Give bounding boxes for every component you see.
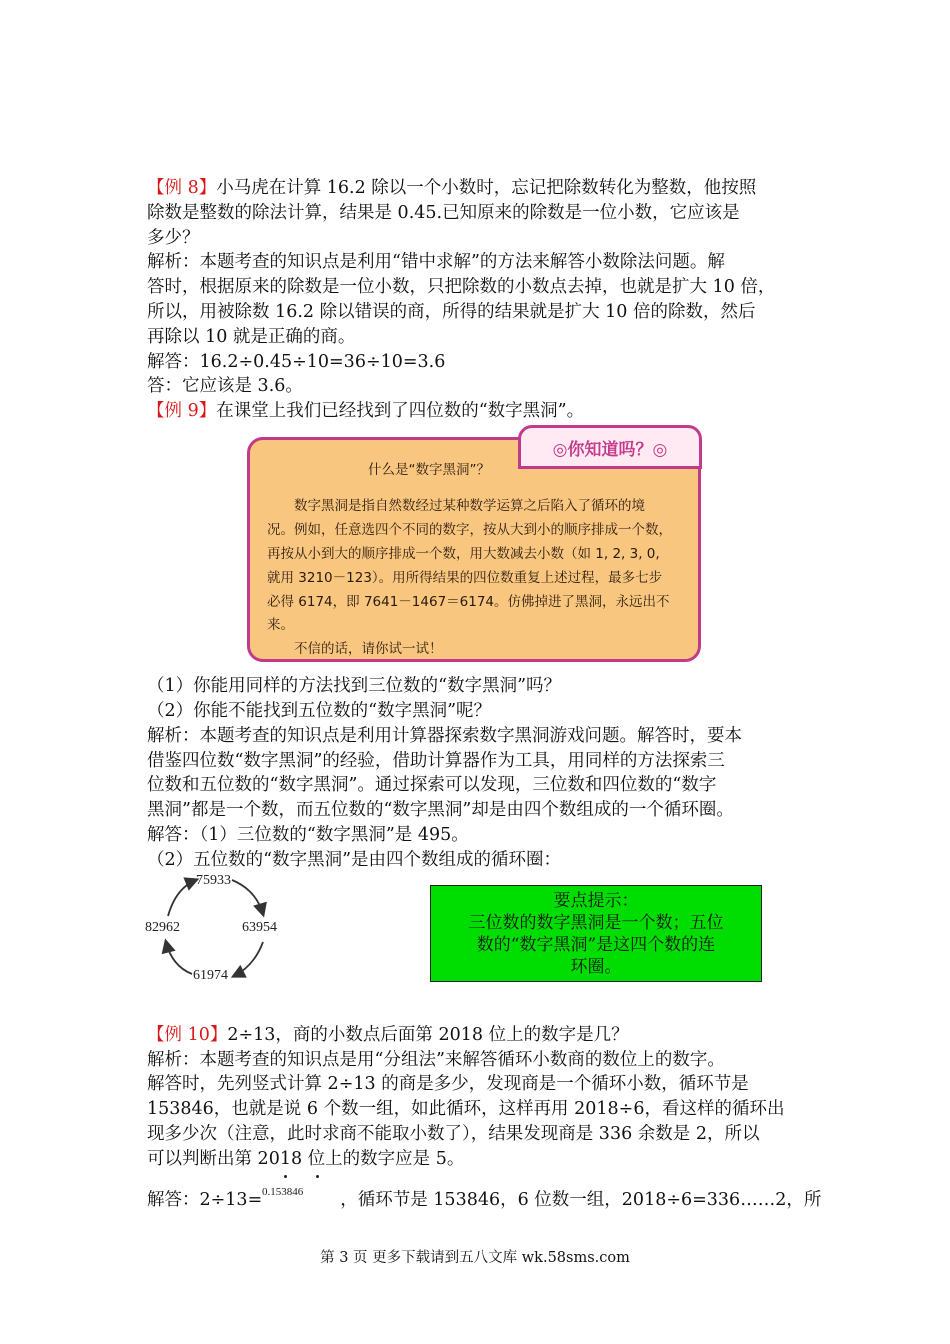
- ex8-final: 答：它应该是 3.6。: [147, 376, 303, 396]
- ex10-question: 2÷13，商的小数点后面第 2018 位上的数字是几？: [227, 1025, 629, 1045]
- ex9-label: 【例 9】: [147, 401, 217, 421]
- cycle-node-left: 82962: [145, 920, 180, 935]
- cycle-node-bottom: 61974: [193, 968, 228, 983]
- infobox-line-6: 来。: [267, 617, 294, 633]
- ex10-analysis-1: 解析：本题考查的知识点是用“分组法”来解答循环小数商的数位上的数字。: [147, 1050, 725, 1070]
- ex10-answer-prefix: 解答：2÷13=: [147, 1190, 263, 1210]
- key-tip-line-1: 三位数的数字黑洞是一个数；五位: [468, 913, 724, 933]
- cycle-arrow-1: [232, 880, 263, 914]
- ex9-analysis-3: 位数和五位数的“数字黑洞”。通过探索可以发现，三位数和四位数的“数字: [147, 775, 717, 795]
- ex9-analysis-1: 解析：本题考查的知识点是利用计算器探索数字黑洞游戏问题。解答时，要本: [147, 726, 742, 746]
- recurring-decimal: 0.153846: [262, 1186, 304, 1198]
- ex8-label: 【例 8】: [147, 178, 217, 198]
- ex9-q2: （2）你能不能找到五位数的“数字黑洞”呢？: [147, 701, 492, 721]
- ex10-label: 【例 10】: [147, 1025, 228, 1045]
- did-you-know-tab: ◎你知道吗？◎: [518, 425, 702, 469]
- infobox-line-1: 数字黑洞是指自然数经过某种数学运算之后陷入了循环的境: [294, 498, 645, 514]
- ex8-line-1: [147, 176, 756, 200]
- ex10-analysis-3: 153846，也就是说 6 个数一组，如此循环，这样再用 2018÷6，看这样的循环出: [147, 1099, 785, 1119]
- cycle-arrow-3: [166, 942, 192, 974]
- infobox-line-3: 再按从小到大的顺序排成一个数，用大数减去小数（如 1, 2, 3, 0,: [267, 546, 660, 562]
- recurring-dot-start: [284, 1175, 287, 1178]
- key-tip-title: 要点提示：: [553, 891, 639, 911]
- ex9-intro: 在课堂上我们已经找到了四位数的“数字黑洞”。: [216, 401, 585, 421]
- infobox-line-5: 必得 6174，即 7641－1467＝6174。仿佛掉进了黑洞，永远出不: [267, 594, 670, 610]
- infobox-line-2: 况。例如，任意选四个不同的数字，按从大到小的顺序排成一个数，: [267, 522, 672, 538]
- ex10-answer: [147, 1188, 821, 1212]
- cycle-node-right: 63954: [242, 920, 277, 935]
- ex8-line-4: 解析：本题考查的知识点是利用“错中求解”的方法来解答小数除法问题。解: [147, 252, 725, 272]
- cycle-arrow-4: [168, 880, 196, 916]
- key-tip-line-2: 数的“数字黑洞”是这四个数的连: [476, 935, 716, 955]
- ex10-analysis-5: 可以判断出第 2018 位上的数字应是 5。: [147, 1149, 465, 1169]
- ex8-line-7: 再除以 10 就是正确的商。: [147, 327, 356, 347]
- ex9-answer-1: 解答：（1）三位数的“数字黑洞”是 495。: [147, 825, 469, 845]
- ex8-answer: 解答：16.2÷0.45÷10=36÷10=3.6: [147, 352, 446, 372]
- ex8-line-2: 除数是整数的除法计算，结果是 0.45.已知原来的除数是一位小数，它应该是: [147, 203, 740, 223]
- ex8-line-3: 多少？: [147, 228, 200, 248]
- ex8-line-6: 所以，用被除数 16.2 除以错误的商，所得的结果就是扩大 10 倍的除数，然后: [147, 302, 756, 322]
- infobox-line-7: 不信的话，请你试一试！: [294, 641, 443, 657]
- ex10-analysis-2: 解答时，先列竖式计算 2÷13 的商是多少，发现商是一个循环小数，循环节是: [147, 1074, 749, 1094]
- ex9-q1: （1）你能用同样的方法找到三位数的“数字黑洞”吗？: [147, 676, 562, 696]
- key-tip-line-3: 环圈。: [570, 957, 622, 977]
- key-tip-box: [430, 885, 762, 982]
- page-footer: 第 3 页 更多下载请到五八文库 wk.58sms.com: [320, 1250, 630, 1266]
- cycle-node-top: 75933: [196, 873, 231, 888]
- ex9-line-1: [147, 399, 584, 423]
- ex8-line-5: 答时，根据原来的除数是一位小数，只把除数的小数点去掉，也就是扩大 10 倍，: [147, 277, 776, 297]
- ex10-answer-suffix: ，循环节是 153846，6 位数一组，2018÷6=336……2，所: [340, 1190, 822, 1210]
- recurring-dot-end: [316, 1175, 319, 1178]
- ex8-text: 小马虎在计算 16.2 除以一个小数时，忘记把除数转化为整数，他按照: [216, 178, 757, 198]
- ex10-line-1: [147, 1023, 629, 1047]
- cycle-arrow-2: [234, 942, 263, 976]
- infobox-line-4: 就用 3210－123）。用所得结果的四位数重复上述过程，最多七步: [267, 570, 663, 586]
- infobox-heading: 什么是“数字黑洞”？: [368, 462, 490, 478]
- ex9-analysis-4: 黑洞”都是一个数，而五位数的“数字黑洞”却是由四个数组成的一个循环圈。: [147, 800, 734, 820]
- ex9-analysis-2: 借鉴四位数“数字黑洞”的经验，借助计算器作为工具，用同样的方法探索三: [147, 751, 725, 771]
- ex9-answer-2: （2）五位数的“数字黑洞”是由四个数组成的循环圈：: [147, 850, 562, 870]
- ex10-analysis-4: 现多少次（注意，此时求商不能取小数了），结果发现商是 336 余数是 2，所以: [147, 1124, 760, 1144]
